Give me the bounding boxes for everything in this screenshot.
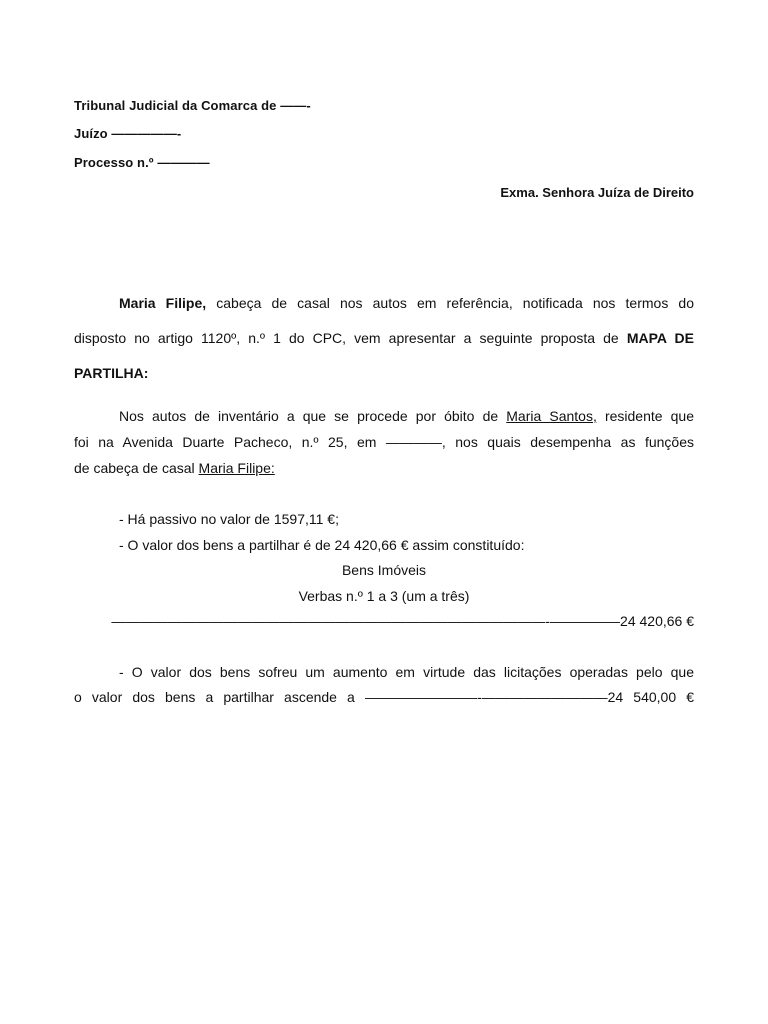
deceased-name: Maria Santos,: [506, 408, 597, 424]
processo-heading: Processo n.º ————: [74, 155, 210, 170]
intro-line-1: [74, 295, 694, 311]
juizo-heading: Juízo —————-: [74, 126, 182, 141]
inventory-line-3: [74, 460, 694, 476]
bens-imoveis-heading: Bens Imóveis: [341, 562, 427, 578]
intro-line-2: [74, 330, 694, 346]
inventory-line-1: [74, 408, 694, 424]
verbas-total-line: ———————————————————————————————-—————24 420,66 €: [111, 613, 694, 629]
increase-line-2-text: o valor dos bens a partilhar ascende a ————————-—————————24 540,00 €: [74, 689, 694, 705]
increase-line-1: [74, 664, 694, 680]
passivo-item: - Há passivo no valor de 1597,11 €;: [119, 511, 339, 527]
increase-line-1-text: - O valor dos bens sofreu um aumento em virtude das licitações operadas pelo que: [119, 664, 694, 680]
head-of-household-name: Maria Filipe:: [198, 460, 275, 476]
inventory-line-1-post: residente que: [596, 408, 695, 424]
cabeca-de-casal-name: Maria Filipe,: [119, 295, 207, 311]
partilha-label: PARTILHA:: [74, 365, 149, 381]
intro-line-2-rest: disposto no artigo 1120º, n.º 1 do CPC, vem apresentar a seguinte proposta de: [74, 330, 627, 346]
inventory-line-2-text: foi na Avenida Duarte Pacheco, n.º 25, em ————, nos quais desempenha as funções: [74, 434, 694, 450]
inventory-line-2: [74, 434, 694, 450]
inventory-line-1-pre: Nos autos de inventário a que se procede por óbito de: [119, 408, 507, 424]
court-heading: Tribunal Judicial da Comarca de ——-: [74, 98, 311, 113]
valor-bens-item: - O valor dos bens a partilhar é de 24 420,66 € assim constituído:: [119, 537, 525, 553]
intro-line-1-rest: cabeça de casal nos autos em referência, notificada nos termos do: [206, 295, 694, 311]
increase-line-2: [74, 689, 694, 705]
document-page: [74, 0, 694, 1024]
inventory-line-3-pre: de cabeça de casal: [74, 460, 199, 476]
verbas-line: Verbas n.º 1 a 3 (um a três): [298, 588, 470, 604]
mapa-de-label: MAPA DE: [626, 330, 695, 346]
inventory-line-1-text: [74, 408, 694, 424]
intro-line-2-text: [74, 330, 694, 346]
addressee-heading: Exma. Senhora Juíza de Direito: [500, 185, 694, 200]
intro-line-1-text: [74, 295, 694, 311]
